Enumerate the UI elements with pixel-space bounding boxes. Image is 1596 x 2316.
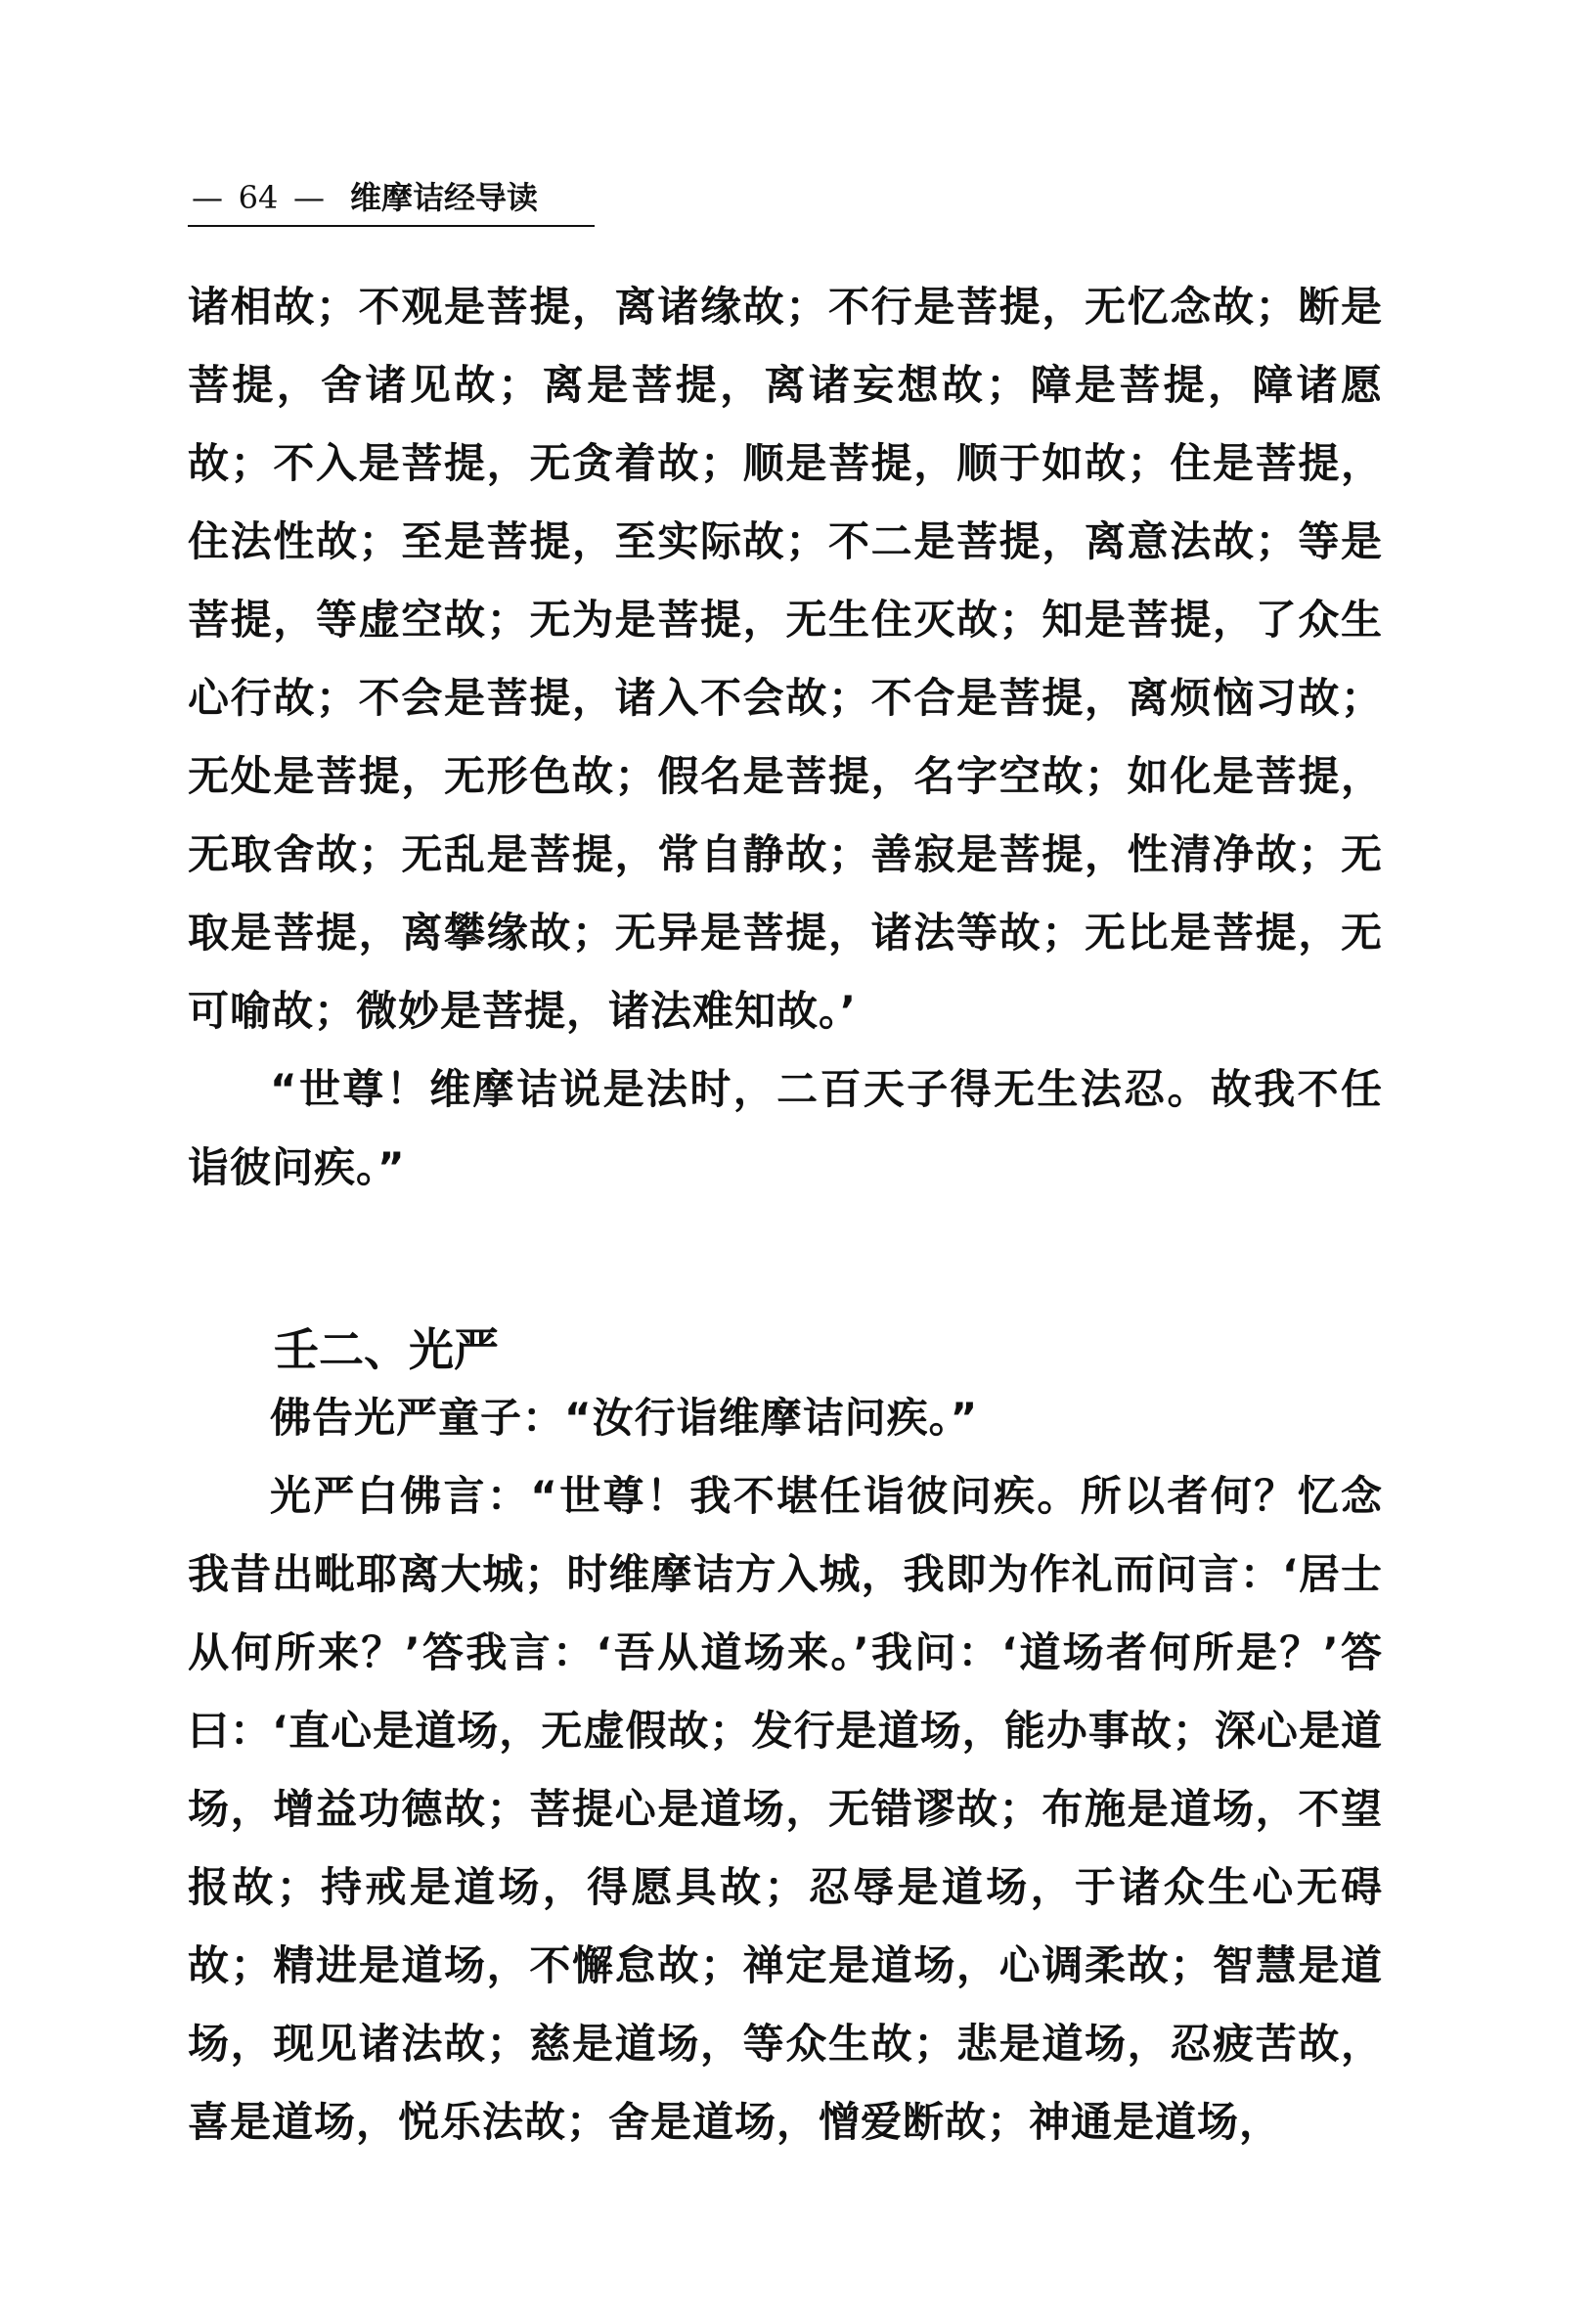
- section-2-text: [188, 1379, 1383, 2161]
- book-title: 维摩诘经导读: [350, 179, 539, 216]
- running-header: [188, 176, 595, 227]
- header-dash-left: —: [192, 179, 223, 216]
- page-number: 64: [238, 179, 279, 216]
- section-heading: 壬二、光严: [274, 1323, 499, 1376]
- section-1-text: [188, 268, 1383, 1207]
- section-2-paragraph-1: 佛告光严童子：“汝行诣维摩诘问疾。”: [270, 1394, 979, 1442]
- header-dash-right: —: [293, 179, 325, 216]
- section-1-paragraph-2: “世尊！维摩诘说是法时，二百天子得无生法忍。故我不任诣彼问疾。”: [188, 1065, 1383, 1191]
- section-2-paragraph-2: 光严白佛言：“世尊！我不堪任诣彼问疾。所以者何？忆念我昔出毗耶离大城；时维摩诘方入城，我即为作礼而问言：‘居士从何所来？’答我言：‘吾从道场来。’我问：‘道场者何所是？’答曰：‘直心是道场，无虚假故；发行是道场，能办事故；深心是道场，增益功德故；菩提心是道场，无错谬故；布施是道场，不望报故；持戒是道场，得愿具故；忍辱是道场，于诸众生心无碍故；精进是道场，不懈怠故；禅定是道场，心调柔故；智慧是道场，现见诸法故；慈是道场，等众生故；悲是道场，忍疲苦故，喜是道场，悦乐法故；舍是道场，憎爱断故；神通是道场，: [188, 1472, 1383, 2146]
- section-1-paragraph-1: 诸相故；不观是菩提，离诸缘故；不行是菩提，无忆念故；断是菩提，舍诸见故；离是菩提，离诸妄想故；障是菩提，障诸愿故；不入是菩提，无贪着故；顺是菩提，顺于如故；住是菩提，住法性故；至是菩提，至实际故；不二是菩提，离意法故；等是菩提，等虚空故；无为是菩提，无生住灭故；知是菩提，了众生心行故；不会是菩提，诸入不会故；不合是菩提，离烦恼习故；无处是菩提，无形色故；假名是菩提，名字空故；如化是菩提，无取舍故；无乱是菩提，常自静故；善寂是菩提，性清净故；无取是菩提，离攀缘故；无异是菩提，诸法等故；无比是菩提，无可喻故；微妙是菩提，诸法难知故。’: [188, 283, 1383, 1035]
